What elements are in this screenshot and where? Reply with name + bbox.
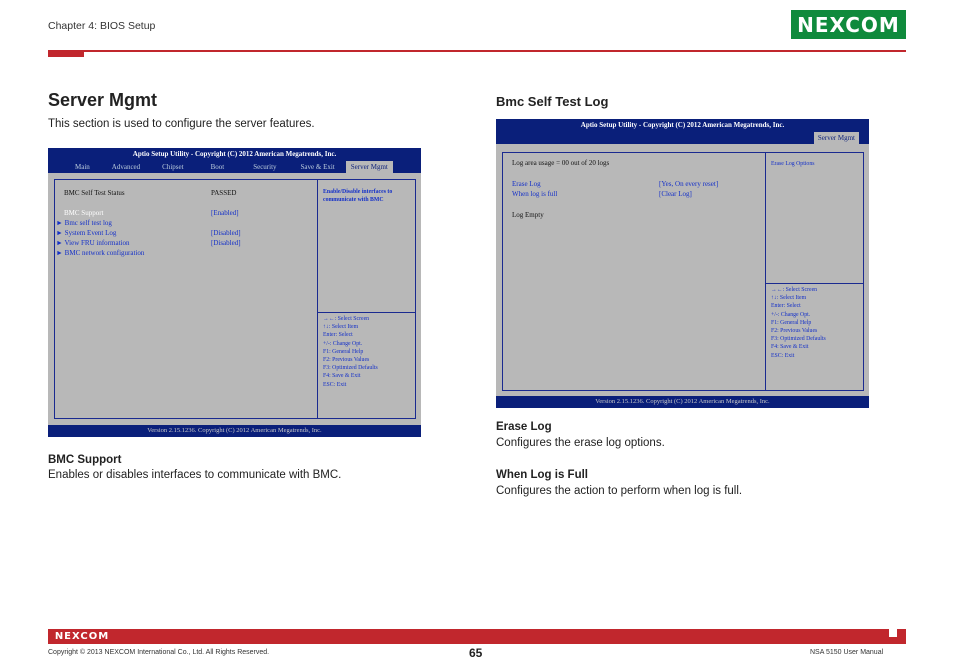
footer-logo-text: NEXCOM: [54, 631, 110, 642]
bios-key-line: ↑↓: Select Item: [323, 324, 359, 331]
bios-submenu-network-config[interactable]: ► BMC network configuration: [56, 249, 145, 257]
footer-square-icon: [889, 629, 897, 637]
bios-key-line: F3: Optimized Defaults: [323, 365, 378, 372]
bios-tab-server-mgmt[interactable]: Server Mgmt: [346, 161, 393, 173]
bios-tab-save-exit[interactable]: Save & Exit: [300, 163, 335, 171]
bios-option-value[interactable]: [Enabled]: [211, 209, 239, 217]
bios-submenu-system-event-log[interactable]: ► System Event Log: [56, 229, 117, 237]
bios-tabs: [496, 132, 869, 144]
header-accent: [48, 50, 84, 57]
bios-tab-boot[interactable]: Boot: [210, 163, 225, 171]
section-text-erase-log: Configures the erase log options.: [496, 437, 665, 449]
bios-tab-chipset[interactable]: Chipset: [162, 163, 184, 171]
bios-key-line: F1: General Help: [771, 319, 812, 326]
page-number: 65: [469, 646, 483, 660]
bios-option-when-log-full[interactable]: When log is full: [512, 190, 558, 198]
section-text-bmc-support: Enables or disables interfaces to communicate with BMC.: [48, 469, 342, 481]
section-title-bmc-log: Bmc Self Test Log: [496, 94, 609, 109]
bios-header: Aptio Setup Utility - Copyright (C) 2012 American Megatrends, Inc.: [48, 148, 421, 161]
bios-help-panel: [765, 152, 864, 284]
bios-key-line: F2: Previous Values: [323, 357, 370, 364]
bios-key-line: F3: Optimized Defaults: [771, 336, 826, 343]
bios-tab-main[interactable]: Main: [75, 163, 90, 171]
bios-key-line: ↑↓: Select Item: [771, 295, 807, 302]
bios-main-panel: [502, 152, 766, 391]
section-heading-erase-log: Erase Log: [496, 421, 552, 433]
bios-tab-advanced[interactable]: Advanced: [111, 163, 141, 171]
intro-text: This section is used to configure the server features.: [48, 118, 315, 130]
bios-key-line: ESC: Exit: [771, 352, 795, 359]
section-heading-bmc-support: BMC Support: [48, 454, 122, 466]
bios-footer: Version 2.15.1236. Copyright (C) 2012 American Megatrends, Inc.: [48, 425, 421, 437]
bios-key-line: Enter: Select: [771, 303, 801, 310]
bios-submenu-self-test-log[interactable]: ► Bmc self test log: [56, 219, 112, 227]
bios-key-line: F4: Save & Exit: [323, 373, 361, 380]
section-text-when-full: Configures the action to perform when log is full.: [496, 485, 743, 497]
nexcom-logo: [791, 10, 906, 39]
bios-key-line: F1: General Help: [323, 348, 364, 355]
bios-row-label: Log Empty: [512, 211, 544, 219]
manual-name: NSA 5150 User Manual: [810, 649, 884, 656]
bios-key-line: F2: Previous Values: [771, 328, 818, 335]
bios-screen-bmc-log: [496, 119, 869, 408]
footer-bar: [48, 629, 906, 644]
bios-help-line: communicate with BMC: [323, 197, 384, 203]
bios-option-value[interactable]: [Disabled]: [211, 229, 241, 237]
page-title: Server Mgmt: [48, 90, 158, 110]
bios-header: Aptio Setup Utility - Copyright (C) 2012 American Megatrends, Inc.: [496, 119, 869, 132]
chapter-title: Chapter 4: BIOS Setup: [48, 20, 156, 32]
bios-tab-security[interactable]: Security: [253, 163, 277, 171]
bios-help-line: Erase Log Options: [771, 161, 815, 167]
bios-option-value[interactable]: [Clear Log]: [659, 190, 692, 198]
bios-help-line: Enable/Disable interfaces to: [323, 189, 393, 195]
bios-key-line: ESC: Exit: [323, 381, 347, 388]
bios-row-value: PASSED: [211, 189, 237, 197]
bios-key-line: F4: Save & Exit: [771, 344, 809, 351]
bios-option-erase-log[interactable]: Erase Log: [512, 180, 541, 188]
bios-key-line: +/-: Change Opt.: [771, 311, 811, 318]
copyright-text: Copyright © 2013 NEXCOM International Co., Ltd. All Rights Reserved.: [48, 649, 270, 656]
bios-option-value[interactable]: [Disabled]: [211, 239, 241, 247]
bios-key-line: Enter: Select: [323, 332, 353, 339]
footer-square-icon: [898, 638, 906, 644]
bios-row-label: BMC Self Test Status: [64, 189, 125, 197]
bios-footer: Version 2.15.1236. Copyright (C) 2012 American Megatrends, Inc.: [496, 396, 869, 408]
bios-key-help: [323, 315, 378, 389]
bios-submenu-fru-info[interactable]: ► View FRU information: [56, 239, 130, 247]
bios-row-label: Log area usage = 00 out of 20 logs: [512, 159, 610, 167]
bios-tabs: [48, 161, 421, 173]
bios-key-line: →←: Select Screen: [323, 316, 370, 322]
bios-key-line: +/-: Change Opt.: [323, 340, 363, 347]
bios-tab-server-mgmt[interactable]: Server Mgmt: [814, 132, 859, 144]
section-heading-when-full: When Log is Full: [496, 469, 588, 481]
logo-text: NEXCOM: [797, 12, 900, 37]
bios-option-value[interactable]: [Yes, On every reset]: [659, 180, 719, 188]
bios-key-line: →←: Select Screen: [771, 287, 818, 293]
bios-screen-server-mgmt: [48, 148, 421, 437]
header-divider: [48, 50, 906, 52]
bios-key-help: [771, 286, 826, 360]
footer-logo: [54, 629, 110, 644]
bios-option-bmc-support[interactable]: BMC Support: [64, 209, 104, 217]
